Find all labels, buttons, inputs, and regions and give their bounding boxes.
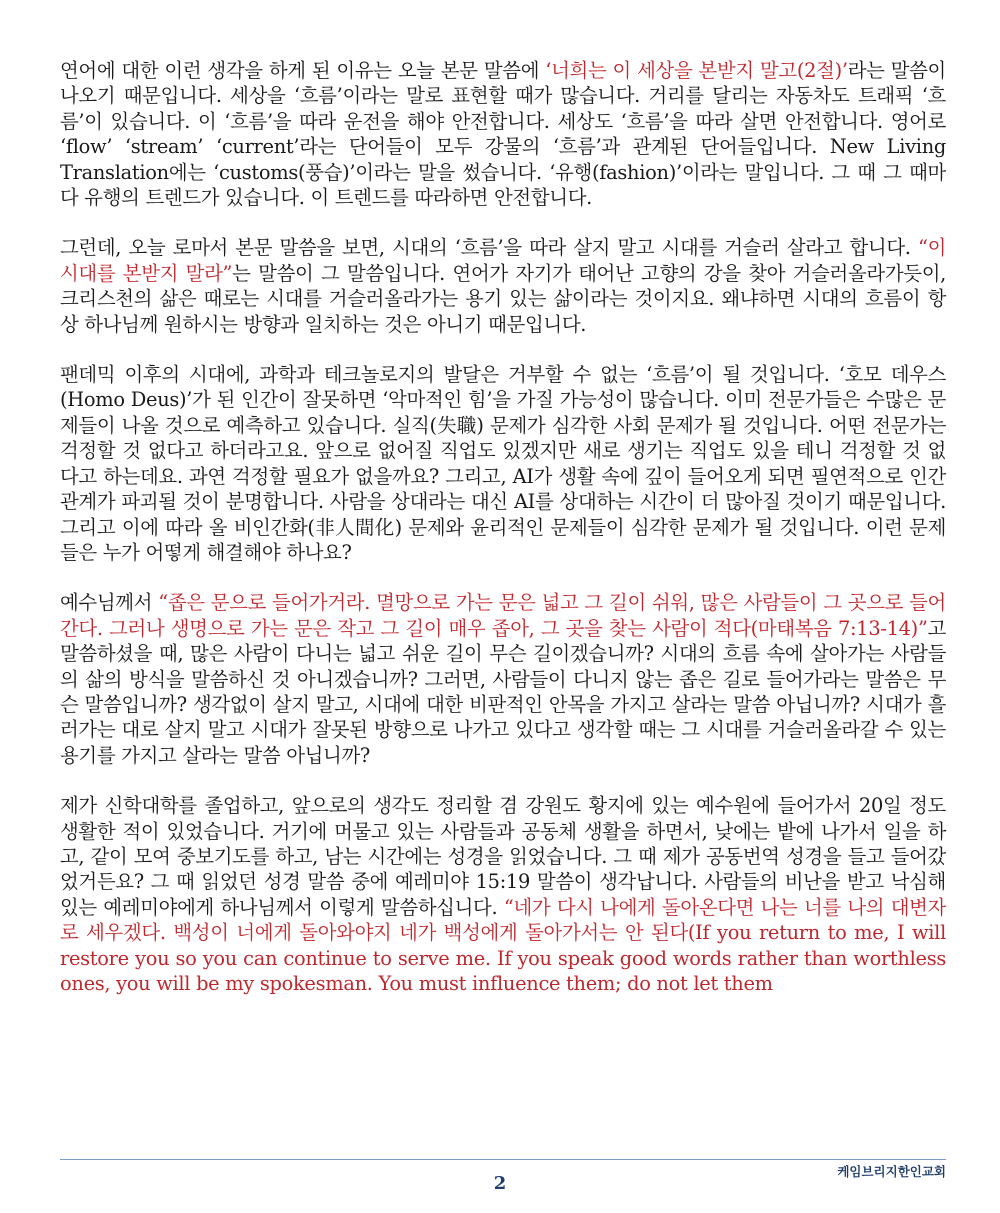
scripture-quote: “좁은 문으로 들어가거라. 멸망으로 가는 문은 넓고 그 길이 쉬워, 많은 사람들이 그 곳으로 들어간다. 그러나 생명으로 가는 문은 작고 그 길이 매우 좁아, 그 곳을 찾는 사람이 적다(마태복음 7:13-14)”	[60, 591, 946, 640]
scripture-quote: “이 시대를 본받지 말라”	[60, 236, 946, 285]
paragraph-2	[60, 235, 946, 337]
paragraph-5	[60, 793, 946, 996]
paragraph-text: 제가 신학대학를 졸업하고, 앞으로의 생각도 정리할 겸 강원도 황지에 있는 예수원에 들어가서 20일 정도 생활한 적이 있었습니다. 거기에 머물고 있는 사람들과 공동체 생활을 하면서, 낮에는 밭에 나가서 일을 하고, 같이 모여 중보기도를 하고, 남는 시간에는 성경을 읽었습니다. 그 때 제가 공동번역 성경을 들고 들어갔었거든요? 그 때 읽었던 성경 말씀 중에 예레미야 15:19 말씀이 생각납니다. 사람들의 비난을 받고 낙심해 있는 예레미야에게 하나님께서 이렇게 말씀하십니다.	[60, 794, 946, 919]
paragraph-text: 예수님께서	[60, 591, 159, 615]
scripture-quote: “네가 다시 나에게 돌아온다면 나는 너를 나의 대변자로 세우겠다. 백성이 너에게 돌아와야지 네가 백성에게 돌아가서는 안 된다(If you return to me, I will restore you so you can continue to serve me. If you speak good words rather than worthless ones, you will be my spokesman. You must influence them; do not let them	[60, 895, 946, 995]
paragraph-4	[60, 590, 946, 768]
page-number: 2	[493, 1173, 507, 1194]
footer-organization: 케임브리지한인교회	[837, 1164, 946, 1179]
paragraph-text: 연어에 대한 이런 생각을 하게 된 이유는 오늘 본문 말씀에	[60, 59, 546, 82]
paragraph-text: 라는 말씀이 나오기 때문입니다. 세상을 ‘흐름’이라는 말로 표현할 때가 많습니다. 거리를 달리는 자동차도 트래픽 ‘흐름’이 있습니다. 이 ‘흐름’을 따라 운전을 해야 안전합니다. 세상도 ‘흐름’을 따라 살면 안전합니다. 영어로 ‘flow’ ‘stream’ ‘current’라는 단어들이 모두 강물의 ‘흐름’과 관계된 단어들입니다. New Living Translation에는 ‘customs(풍습)’이라는 말을 썼습니다. ‘유행(fashion)’이라는 말입니다. 그 때 그 때마다 유행의 트렌드가 있습니다. 이 트렌드를 따라하면 안전합니다.	[60, 59, 946, 210]
footer-divider	[60, 1159, 946, 1160]
document-body	[60, 58, 946, 1021]
paragraph-text: 고 말씀하셨을 때, 많은 사람이 다니는 넓고 쉬운 길이 무슨 길이겠습니까? 시대의 흐름 속에 살아가는 사람들의 삶의 방식을 말씀하신 것 아니겠습니까? 그러면, 사람들이 다니지 않는 좁은 길로 들어가라는 말씀은 무슨 말씀입니까? 생각없이 살지 말고, 시대에 대한 비판적인 안목을 가지고 살라는 말씀 아닙니까? 시대가 흘러가는 대로 살지 말고 시대가 잘못된 방향으로 나가고 있다고 생각할 때는 그 시대를 거슬러올라갈 수 있는 용기를 가지고 살라는 말씀 아닙니까?	[60, 616, 946, 767]
paragraph-text: 는 말씀이 그 말씀입니다. 연어가 자기가 태어난 고향의 강을 찾아 거슬러올라가듯이, 크리스천의 삶은 때로는 시대를 거슬러올라가는 용기 있는 삶이라는 것이지요. 왜냐하면 시대의 흐름이 항상 하나님께 원하시는 방향과 일치하는 것은 아니기 때문입니다.	[60, 261, 946, 336]
paragraph-1	[60, 58, 946, 210]
scripture-quote: ‘너희는 이 세상을 본받지 말고(2절)’	[545, 59, 848, 82]
paragraph-text: 팬데믹 이후의 시대에, 과학과 테크놀로지의 발달은 거부할 수 없는 ‘흐름’이 될 것입니다. ‘호모 데우스(Homo Deus)’가 된 인간이 잘못하면 ‘악마적인 힘’을 가질 가능성이 많습니다. 이미 전문가들은 수많은 문제들이 나올 것으로 예측하고 있습니다. 실직(失職) 문제가 심각한 사회 문제가 될 것입니다. 어떤 전문가는 걱정할 것 없다고 하더라고요. 앞으로 없어질 직업도 있겠지만 새로 생기는 직업도 있을 테니 걱정할 것 없다고 하는데요. 과연 걱정할 필요가 없을까요? 그리고, AI가 생활 속에 깊이 들어오게 되면 필연적으로 인간관계가 파괴될 것이 분명합니다. 사람을 상대라는 대신 AI를 상대하는 시간이 더 많아질 것이기 때문입니다. 그리고 이에 따라 올 비인간화(非人間化) 문제와 윤리적인 문제들이 심각한 문제가 될 것입니다. 이런 문제들은 누가 어떻게 해결해야 하나요?	[60, 363, 946, 564]
paragraph-3	[60, 362, 946, 565]
paragraph-text: 그런데, 오늘 로마서 본문 말씀을 보면, 시대의 ‘흐름’을 따라 살지 말고 시대를 거슬러 살라고 합니다.	[60, 236, 918, 260]
